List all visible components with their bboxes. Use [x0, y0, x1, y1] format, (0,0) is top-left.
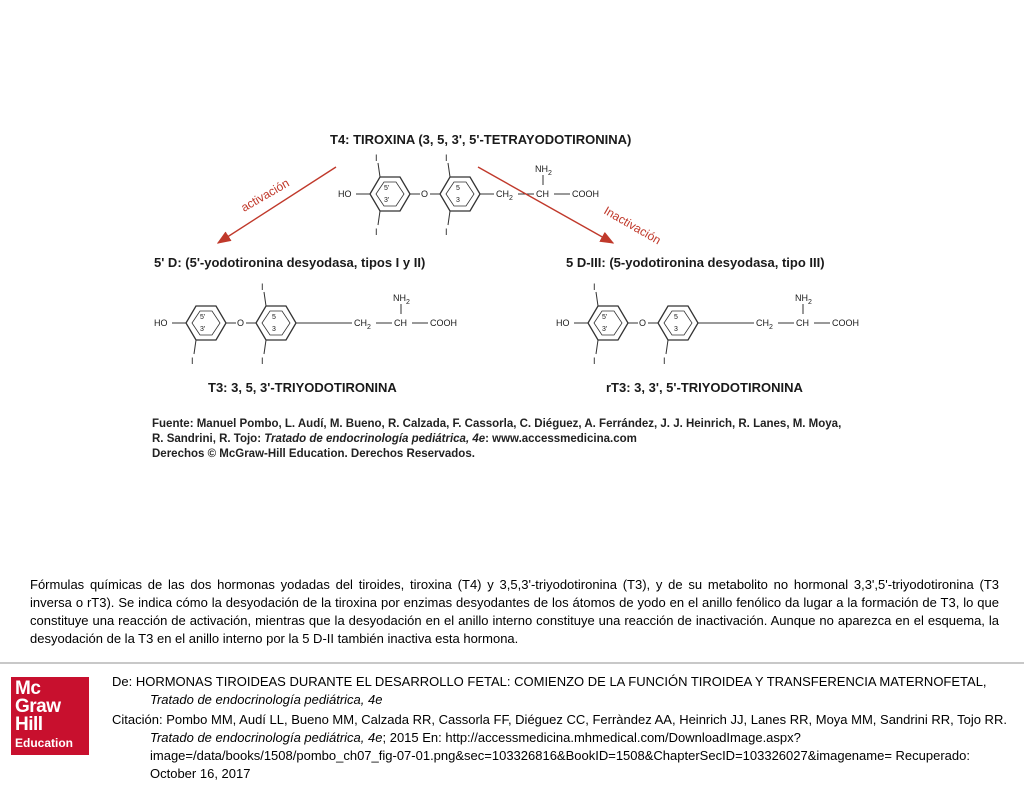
position-3p: 3' [200, 326, 206, 333]
ch-label: CH [394, 318, 407, 328]
position-5: 5 [272, 314, 276, 321]
position-5: 5 [674, 314, 678, 321]
figure-credit [152, 417, 872, 462]
ch-label: CH [796, 318, 809, 328]
ch2-label: $CH_2$ [354, 318, 371, 331]
iodine-label: I [375, 227, 378, 237]
position-5: 5 [456, 185, 460, 192]
nh2-label: $NH_2$ [535, 164, 552, 177]
oxygen-label: O [639, 318, 647, 328]
t4-title: T4: TIROXINA (3, 5, 3', 5'-TETRAYODOTIRONINA) [330, 132, 632, 147]
credit-line-3: Derechos © McGraw-Hill Education. Derechos Reservados. [152, 448, 475, 460]
position-5p: 5' [384, 185, 390, 192]
iodine-label: I [593, 356, 596, 366]
credit-line-1: Fuente: Manuel Pombo, L. Audí, M. Bueno, R. Calzada, F. Cassorla, C. Diéguez, A. Ferrández, J. J. Heinrich, R. Lanes, M. Moya, [152, 418, 842, 430]
iodine-label: I [375, 153, 378, 163]
iodine-label: I [593, 282, 596, 292]
iodine-label: I [261, 356, 264, 366]
position-3p: 3' [602, 326, 608, 333]
iodine-label: I [261, 282, 264, 292]
rt3-molecule [556, 282, 859, 366]
position-5p: 5' [602, 314, 608, 321]
ch2-label: $CH_2$ [496, 189, 513, 202]
reference-block [112, 673, 1007, 785]
activation-label: activación [238, 175, 292, 215]
hydroxyl-label: HO [338, 189, 352, 199]
source-reference: De: HORMONAS TIROIDEAS DURANTE EL DESARROLLO FETAL: COMIENZO DE LA FUNCIÓN TIROIDEA Y TRANSFERENCIA MATERNOFETAL, Tratado de endocrinología pediátrica, 4e [112, 674, 987, 707]
nh2-label: $NH_2$ [795, 293, 812, 306]
ch2-label: $CH_2$ [756, 318, 773, 331]
oxygen-label: O [421, 189, 429, 199]
cooh-label: COOH [430, 318, 457, 328]
t3-name: T3: 3, 5, 3'-TRIYODOTIRONINA [208, 380, 397, 395]
position-3: 3 [272, 326, 276, 333]
inactivation-arrow [478, 167, 613, 243]
position-3p: 3' [384, 197, 390, 204]
inactivation-label: Inactivación [601, 203, 664, 248]
oxygen-label: O [237, 318, 245, 328]
rt3-name: rT3: 3, 3', 5'-TRIYODOTIRONINA [606, 380, 803, 395]
figure-drawing [148, 127, 870, 457]
enzyme-heading-left: 5' D: (5'-yodotironina desyodasa, tipos I y II) [154, 255, 426, 270]
activation-arrow [218, 167, 336, 243]
ch-label: CH [536, 189, 549, 199]
footer-divider [0, 662, 1024, 664]
cooh-label: COOH [572, 189, 599, 199]
t3-molecule [154, 282, 457, 366]
credit-line-2: R. Sandrini, R. Tojo: Tratado de endocrinología pediátrica, 4e: www.accessmedicina.com [152, 433, 637, 445]
iodine-label: I [663, 356, 666, 366]
figure-caption: Fórmulas químicas de las dos hormonas yodadas del tiroides, tiroxina (T4) y 3,5,3'-triyodotironina (T3), y de su metabolito no hormonal 3,3',5'-triyodotironina (T3 inversa o rT3). Se indica cómo la desyodación de la tiroxina por enzimas desyodantes de los átomos de yodo en el anillo fenólico da lugar a la formación de T3, lo que constituye una reacción de activación, mientras que la desyodación en el anillo interno constituye una reacción de inactivación. Aunque no aparezca en el esquema, la desyodación de la T3 en el anillo interno por la 5 D-II también inactiva esta hormona. [30, 577, 999, 646]
mcgraw-hill-logo: Mc Graw Hill Education [11, 677, 89, 755]
iodine-label: I [191, 356, 194, 366]
nh2-label: $NH_2$ [393, 293, 410, 306]
position-5p: 5' [200, 314, 206, 321]
iodine-label: I [445, 227, 448, 237]
hydroxyl-label: HO [154, 318, 168, 328]
hydroxyl-label: HO [556, 318, 570, 328]
iodine-label: I [445, 153, 448, 163]
citation: Citación: Pombo MM, Audí LL, Bueno MM, Calzada RR, Cassorla FF, Diéguez CC, Ferràndez AA, Heinrich JJ, Lanes RR, Moya MM, Sandrini RR, Tojo RR. Tratado de endocrinología pediátrica, 4e; 2015 En: http://accessmedicina.mhmedical.com/DownloadImage.aspx?image=/data/books/1508/pombo_ch07_fig-07-01.png&sec=103326816&BookID=1508&ChapterSecID=103326027&imagename= Recuperado: October 16, 2017 [112, 712, 1007, 781]
cooh-label: COOH [832, 318, 859, 328]
enzyme-heading-right: 5 D-III: (5-yodotironina desyodasa, tipo III) [566, 255, 825, 270]
position-3: 3 [674, 326, 678, 333]
position-3: 3 [456, 197, 460, 204]
chemical-figure [148, 127, 870, 457]
t4-molecule [338, 153, 599, 237]
